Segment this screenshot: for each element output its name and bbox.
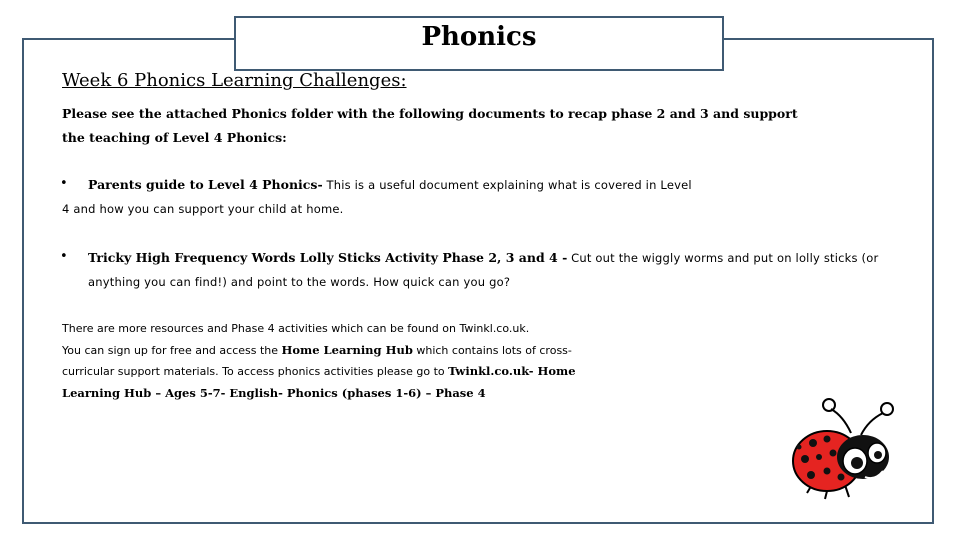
ladybird-icon	[783, 385, 905, 507]
bullet-icon: •	[60, 249, 68, 264]
bullet-icon: •	[60, 176, 68, 191]
bullet-item-lolly-sticks	[88, 246, 918, 294]
resources-paragraph	[62, 318, 592, 404]
title-box	[234, 16, 724, 71]
home-learning-hub-link: Home Learning Hub	[281, 342, 413, 357]
resources-line: There are more resources and Phase 4 activities which can be found on Twinkl.co.uk.	[62, 322, 530, 335]
bullet-text: This is a useful document explaining what is covered in Level 4 and how you can support your child at home.	[62, 178, 692, 216]
bullet-title: Parents guide to Level 4 Phonics-	[88, 177, 323, 192]
twinkl-path: Twinkl.co.uk- Home Learning Hub – Ages 5-7- English- Phonics (phases 1-6) – Phase 4	[62, 364, 576, 400]
bullet-item-parents-guide	[62, 173, 702, 221]
intro-text: Please see the attached Phonics folder with the following documents to recap phase 2 and 3 and support the teaching of Level 4 Phonics:	[62, 106, 798, 145]
page-title: Phonics	[421, 22, 537, 52]
section-heading: Week 6 Phonics Learning Challenges:	[62, 70, 407, 91]
resources-line	[62, 340, 592, 405]
bullet-text: Cut out the wiggly worms and put on lolly sticks (or anything you can find!) and point to the words. How quick can you go?	[88, 251, 879, 289]
resources-text: which contains lots of cross-curricular support materials. To access phonics activities please go to	[62, 343, 572, 378]
resources-text: You can sign up for free and access the	[62, 343, 282, 357]
bullet-title: Tricky High Frequency Words Lolly Sticks Activity Phase 2, 3 and 4 -	[88, 250, 568, 265]
